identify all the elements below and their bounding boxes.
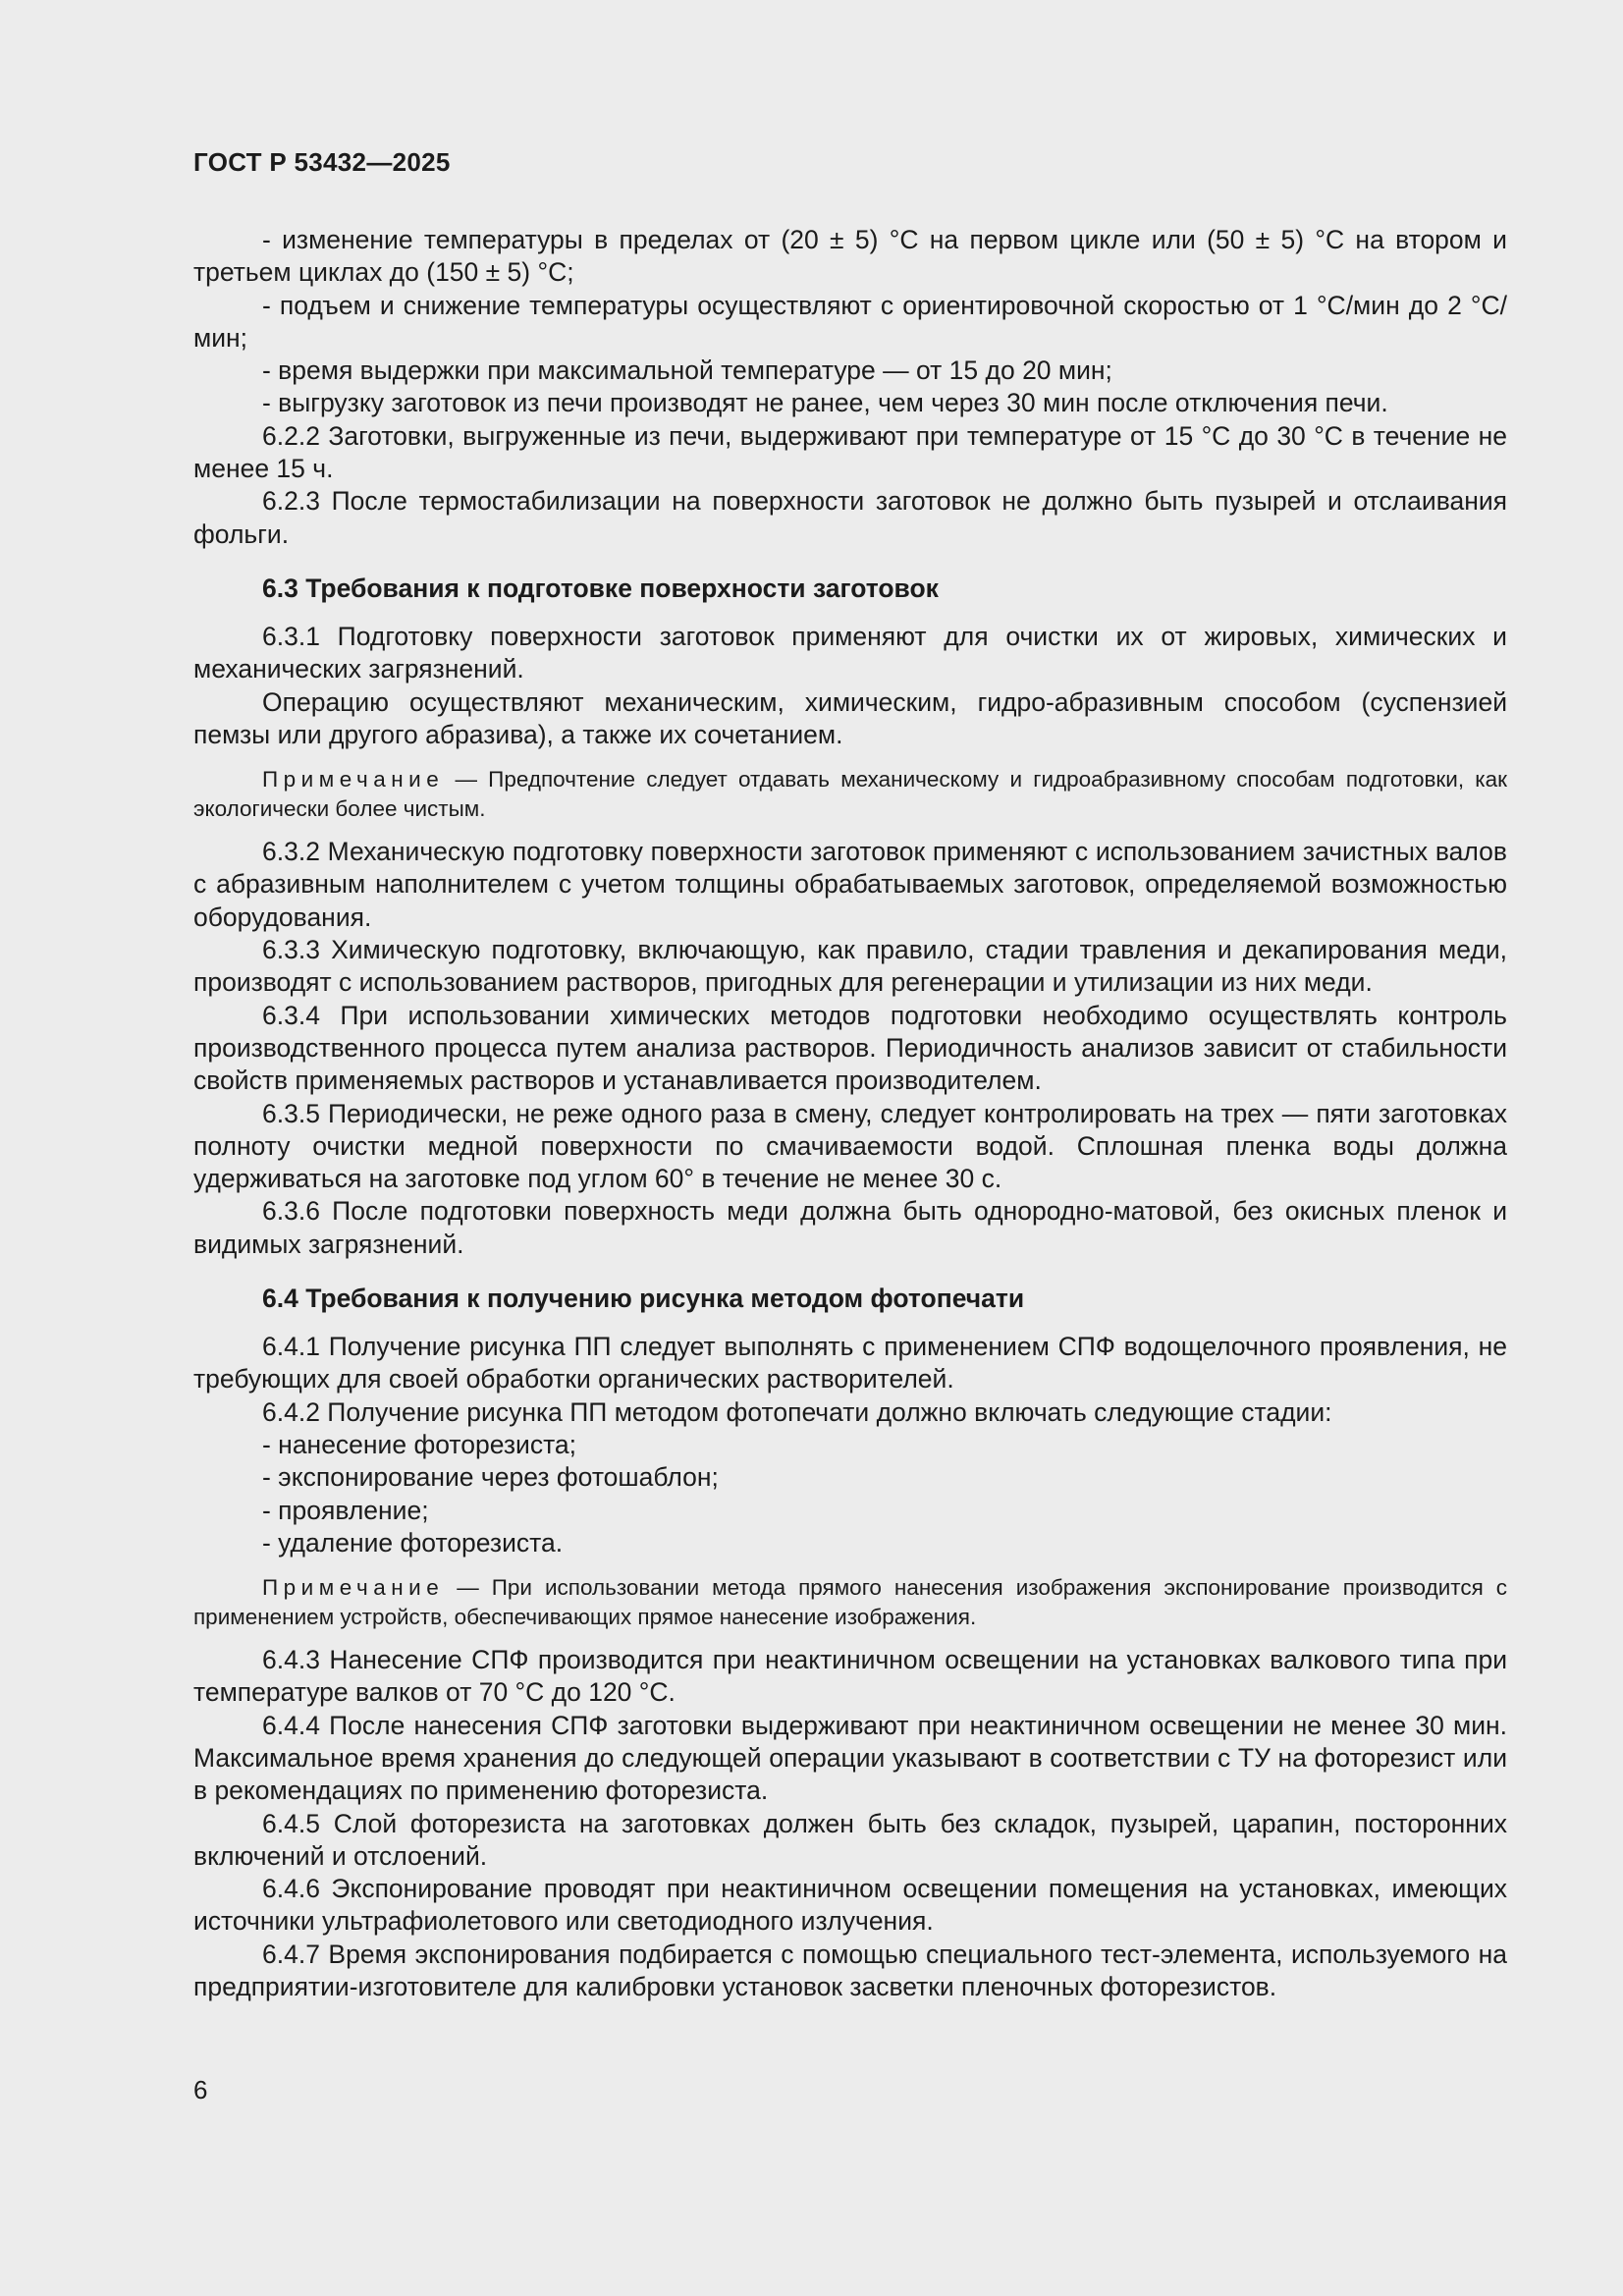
paragraph: 6.4.1 Получение рисунка ПП следует выполнять с применением СПФ водощелочного проявления, не требующих для своей обработки органических растворителей.: [193, 1332, 1507, 1394]
paragraph: 6.3.1 Подготовку поверхности заготовок применяют для очистки их от жировых, химических и механических загрязнений.: [193, 621, 1507, 684]
paragraph: 6.4.5 Слой фоторезиста на заготовках должен быть без складок, пузырей, царапин, посторонних включений и отслоений.: [193, 1808, 1507, 1871]
list-item: - нанесение фоторезиста;: [262, 1429, 577, 1459]
note-text: — При использовании метода прямого нанесения изображения экспонирование производится с применением устройств, обеспечивающих прямое нанесение изображения.: [193, 1575, 1507, 1630]
paragraph: Операцию осуществляют механическим, химическим, гидро-абразивным способом (суспензией пемзы или другого абразива), а также их сочетанием.: [193, 686, 1507, 749]
note-text: — Предпочтение следует отдавать механическому и гидроабразивному способам подготовки, как экологически более чистым.: [193, 767, 1507, 822]
paragraph: 6.4.4 После нанесения СПФ заготовки выдерживают при неактиничном освещении не менее 30 мин. Максимальное время хранения до следующей операции указывают в соответствии с ТУ на фоторезист или в рекомендациях по применению фоторезиста.: [193, 1710, 1507, 1806]
section-heading: 6.3 Требования к подготовке поверхности заготовок: [262, 573, 939, 603]
document-body: [193, 224, 1507, 2003]
paragraph: 6.3.3 Химическую подготовку, включающую, как правило, стадии травления и декапирования меди, производят с использованием растворов, пригодных для регенерации и утилизации из них меди.: [193, 935, 1507, 998]
paragraph: 6.4.3 Нанесение СПФ производится при неактиничном освещении на установках валкового типа при температуре валков от 70 °С до 120 °С.: [193, 1645, 1507, 1708]
note: [193, 1573, 1507, 1632]
note-label: Примечание: [262, 767, 445, 793]
page-number: 6: [193, 2075, 208, 2105]
list-item: - экспонирование через фотошаблон;: [262, 1462, 719, 1493]
note-label: Примечание: [262, 1575, 445, 1601]
paragraph: 6.3.4 При использовании химических методов подготовки необходимо осуществлять контроль производственного процесса путем анализа растворов. Периодичность анализов зависит от стабильности свойств применяемых растворов и устанавливается производителем.: [193, 1000, 1507, 1096]
paragraph: 6.4.6 Экспонирование проводят при неактиничном освещении помещения на установках, имеющих источники ультрафиолетового или светодиодного излучения.: [193, 1874, 1507, 1937]
list-item: - проявление;: [262, 1495, 429, 1525]
list-item: - удаление фоторезиста.: [262, 1527, 564, 1558]
paragraph: 6.3.2 Механическую подготовку поверхности заготовок применяют с использованием зачистных валов с абразивным наполнителем с учетом толщины обрабатываемых заготовок, определяемой возможностью оборудования.: [193, 837, 1507, 932]
paragraph: - подъем и снижение температуры осуществляют с ориентировочной скоростью от 1 °С/мин до 2 °С/мин;: [193, 290, 1507, 353]
section-heading: 6.4 Требования к получению рисунка методом фотопечати: [262, 1284, 1025, 1314]
paragraph: 6.3.5 Периодически, не реже одного раза в смену, следует контролировать на трех — пяти заготовках полноту очистки медной поверхности по смачиваемости водой. Сплошная пленка воды должна удерживаться на заготовке под углом 60° в течение не менее 30 с.: [193, 1098, 1507, 1194]
paragraph: - время выдержки при максимальной температуре — от 15 до 20 мин;: [262, 355, 1112, 386]
paragraph: 6.2.3 После термостабилизации на поверхности заготовок не должно быть пузырей и отслаивания фольги.: [193, 486, 1507, 549]
paragraph: - выгрузку заготовок из печи производят не ранее, чем через 30 мин после отключения печи.: [262, 388, 1388, 418]
document-header: ГОСТ Р 53432—2025: [193, 147, 451, 177]
paragraph: 6.2.2 Заготовки, выгруженные из печи, выдерживают при температуре от 15 °С до 30 °С в течение не менее 15 ч.: [193, 420, 1507, 484]
note: [193, 765, 1507, 824]
paragraph: 6.4.2 Получение рисунка ПП методом фотопечати должно включать следующие стадии:: [262, 1396, 1332, 1427]
paragraph: 6.4.7 Время экспонирования подбирается с помощью специального тест-элемента, используемого на предприятии-изготовителе для калибровки установок засветки пленочных фоторезистов.: [193, 1939, 1507, 2002]
paragraph: - изменение температуры в пределах от (20 ± 5) °С на первом цикле или (50 ± 5) °С на втором и третьем циклах до (150 ± 5) °С;: [193, 225, 1507, 288]
paragraph: 6.3.6 После подготовки поверхность меди должна быть однородно-матовой, без окисных пленок и видимых загрязнений.: [193, 1196, 1507, 1259]
